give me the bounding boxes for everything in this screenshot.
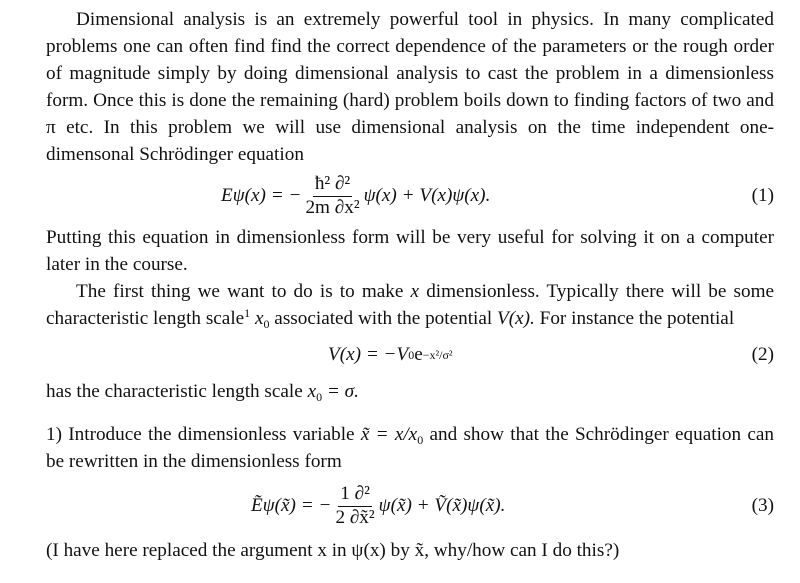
footnote-mark: 1: [244, 306, 251, 320]
paragraph-4: [46, 378, 774, 405]
equation-3-body: [251, 475, 505, 537]
eq1-lhs: Eψ(x) = −: [221, 185, 302, 206]
eq3-lhs: Ẽψ(x̃) = −: [251, 495, 332, 516]
para4-x0: x: [307, 381, 317, 402]
para3-x0-sub: 0: [263, 317, 270, 331]
eq2-number: (2): [751, 344, 774, 365]
eq3-number: (3): [751, 495, 774, 516]
eq1-frac-den: 2m ∂x²: [305, 196, 360, 218]
para3-text-a: The first thing we want to do is to make: [76, 281, 404, 302]
para3-V: V(x).: [497, 308, 535, 329]
paragraph-2: Putting this equation in dimensionless form will be very useful for solving it on a computer later in the course.: [46, 227, 774, 275]
eq1-frac-num: ħ² ∂²: [313, 174, 352, 196]
equation-1-body: [221, 168, 490, 224]
equation-1: [46, 168, 774, 224]
para3-text-d: For instance the potential: [539, 308, 735, 329]
para4-text-a: has the characteristic length scale: [46, 381, 303, 402]
eq2-lhs: V(x) = −V: [328, 344, 409, 365]
eq1-rhs: ψ(x) + V(x)ψ(x).: [363, 185, 491, 206]
para3-text-c: associated with the potential: [274, 308, 493, 329]
eq1-number: (1): [751, 185, 774, 206]
eq3-frac-den: 2 ∂x̃²: [335, 506, 375, 528]
section-gap: [46, 405, 774, 421]
equation-2-body: V(x) = −V 0 e −x²/σ²: [328, 344, 453, 365]
q1-text-a: 1) Introduce the dimensionless variable: [46, 424, 355, 445]
eq3-fraction: [333, 484, 376, 527]
q1-variable: x̃ = x/x: [360, 424, 418, 445]
equation-3: [46, 475, 774, 537]
equation-2: [46, 332, 774, 378]
para3-x: x: [410, 281, 420, 302]
para4-text-c: = σ.: [326, 381, 359, 402]
paper-page: [46, 6, 774, 564]
intro-paragraph: Dimensional analysis is an extremely powerful tool in physics. In many complicated problems one can often find find the correct dependence of the parameters or the rough order of magnitude simply by doing dimensional analysis to cast the problem in a dimensionless form. Once this is done the remaining (hard) problem boils down to finding factors of two and π etc. In this problem we will use dimensional analysis on the time independent one-dimensonal Schrödinger equation: [46, 9, 774, 165]
eq3-frac-num: 1 ∂²: [338, 484, 372, 506]
eq3-rhs: ψ(x̃) + Ṽ(x̃)ψ(x̃).: [378, 495, 506, 516]
q1-text-c: and show that the Schrödinger equation can be rewritten in the dimensionless form: [46, 424, 775, 472]
question-1-note: (I have here replaced the argument x in ψ(x) by x̃, why/how can I do this?): [46, 540, 620, 561]
paragraph-3: [46, 278, 774, 332]
question-1: [46, 421, 774, 475]
eq1-fraction: [303, 174, 361, 217]
para3-x0: x: [254, 308, 264, 329]
q1-variable-sub: 0: [417, 433, 424, 447]
para3-text-b: dimensionless. Typically there will be some characteristic length scale: [46, 281, 775, 329]
eq2-e: e: [414, 344, 423, 365]
para4-x0-sub: 0: [316, 390, 323, 404]
